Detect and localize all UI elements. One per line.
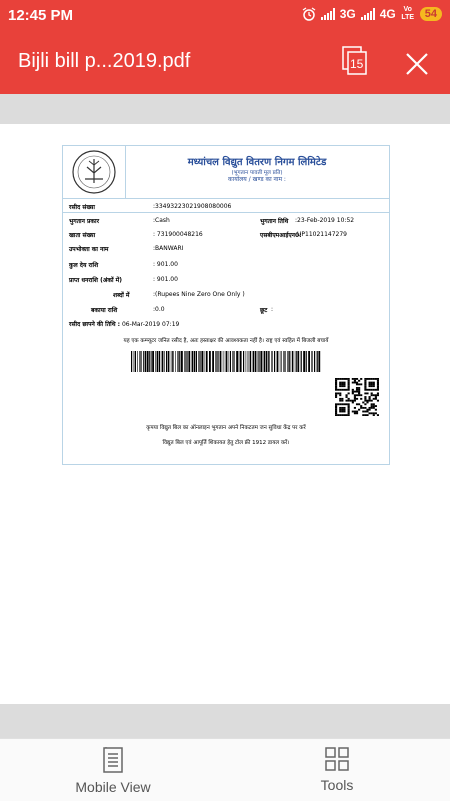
- print-date-label: रसीद छापने की तिथि :: [69, 321, 121, 328]
- mobile-view-label: Mobile View: [75, 779, 151, 795]
- words-label: शब्दों में: [113, 292, 130, 299]
- received-label: प्राप्त धनराशि (अंकों में): [69, 277, 122, 284]
- complaint-note: विद्युत बिल एवं आपूर्ति शिकायत हेतु टोल फ्री 1912 डायल करें।: [162, 440, 290, 446]
- company-name: मध्यांचल विद्युत वितरण निगम लिमिटेड: [187, 157, 327, 168]
- grid-icon: [325, 747, 349, 771]
- row-divider: [63, 212, 389, 213]
- document-lines-icon: [102, 747, 124, 773]
- mobile-view-button[interactable]: [38, 747, 188, 795]
- network-type-2: 4G: [379, 7, 396, 21]
- receipt-no-label: रसीद संख्या: [69, 204, 95, 211]
- bottom-navigation: [0, 738, 450, 801]
- payment-type-value: :Cash: [153, 217, 170, 224]
- payment-type-label: भुगतान प्रकार: [69, 218, 100, 225]
- computer-generated-note: यह एक कम्प्यूटर जनित रसीद है, अतः हस्ताक्षर की आवश्यकता नहीं है। राष्ट्र एवं स्वहित में बिजली बचायें: [123, 338, 329, 344]
- alarm-icon: [302, 7, 316, 21]
- total-due-value: : 901.00: [153, 261, 178, 268]
- status-icons: [302, 6, 442, 22]
- office-label: कार्यालय / खण्ड का नाम :: [228, 176, 286, 183]
- receipt-no-value: :33493223021908080006: [153, 203, 232, 210]
- status-bar: [0, 0, 450, 32]
- toolbar: [0, 32, 450, 94]
- balance-value: :0.0: [153, 306, 165, 313]
- account-no-value: : 731900048216: [153, 231, 203, 238]
- header-divider: [125, 146, 126, 198]
- sbm-label: एसबीएमआईएन0:: [260, 232, 302, 239]
- close-icon[interactable]: [402, 49, 432, 79]
- signal-icon: [321, 8, 335, 20]
- clock: 12:45 PM: [8, 7, 74, 24]
- online-payment-note: कृपया विद्युत बिल का ऑनलाइन भुगतान अपने निकटतम जन सुविधा केंद्र पर करें: [146, 425, 306, 431]
- tools-button[interactable]: [262, 747, 412, 793]
- received-value: : 901.00: [153, 276, 178, 283]
- consumer-label: उपभोक्ता का नाम: [69, 246, 109, 253]
- volte-label: Vo LTE: [401, 6, 415, 21]
- payment-date-value: :23-Feb-2019 10:52: [295, 217, 355, 224]
- page-count: 15: [350, 57, 364, 71]
- sbm-value: UP11021147279: [297, 231, 348, 238]
- payment-date-label: भुगतान तिथि: [260, 218, 289, 225]
- qr-code: [335, 378, 379, 416]
- battery-badge: 54: [420, 7, 442, 21]
- print-date-value: 06-Mar-2019 07:19: [121, 321, 180, 328]
- receipt-no-row: [69, 203, 95, 211]
- total-due-label: कुल देय राशि: [69, 262, 99, 269]
- company-subtitle: (भुगतान पावती मूल प्रति): [231, 170, 283, 176]
- words-value: :(Rupees Nine Zero One Only ): [153, 291, 245, 298]
- document-title: Bijli bill p...2019.pdf: [18, 50, 191, 72]
- bottom-gray-strip: [0, 704, 450, 738]
- rebate-value: :: [271, 306, 274, 313]
- rebate-label: छूट: [260, 307, 268, 314]
- balance-label: बकाया राशि: [91, 307, 118, 314]
- payment-receipt: [62, 145, 390, 465]
- receipt-header: [63, 146, 389, 199]
- signal-icon-2: [361, 8, 375, 20]
- page-count-button[interactable]: [342, 46, 368, 76]
- barcode: [131, 351, 321, 372]
- print-date-row: [69, 320, 179, 328]
- consumer-value: :BANWARI: [153, 245, 184, 252]
- account-no-label: खाता संख्या: [69, 232, 96, 239]
- top-gray-strip: [0, 94, 450, 124]
- tools-label: Tools: [320, 777, 354, 793]
- network-type-1: 3G: [339, 7, 356, 21]
- company-seal-icon: [71, 149, 117, 195]
